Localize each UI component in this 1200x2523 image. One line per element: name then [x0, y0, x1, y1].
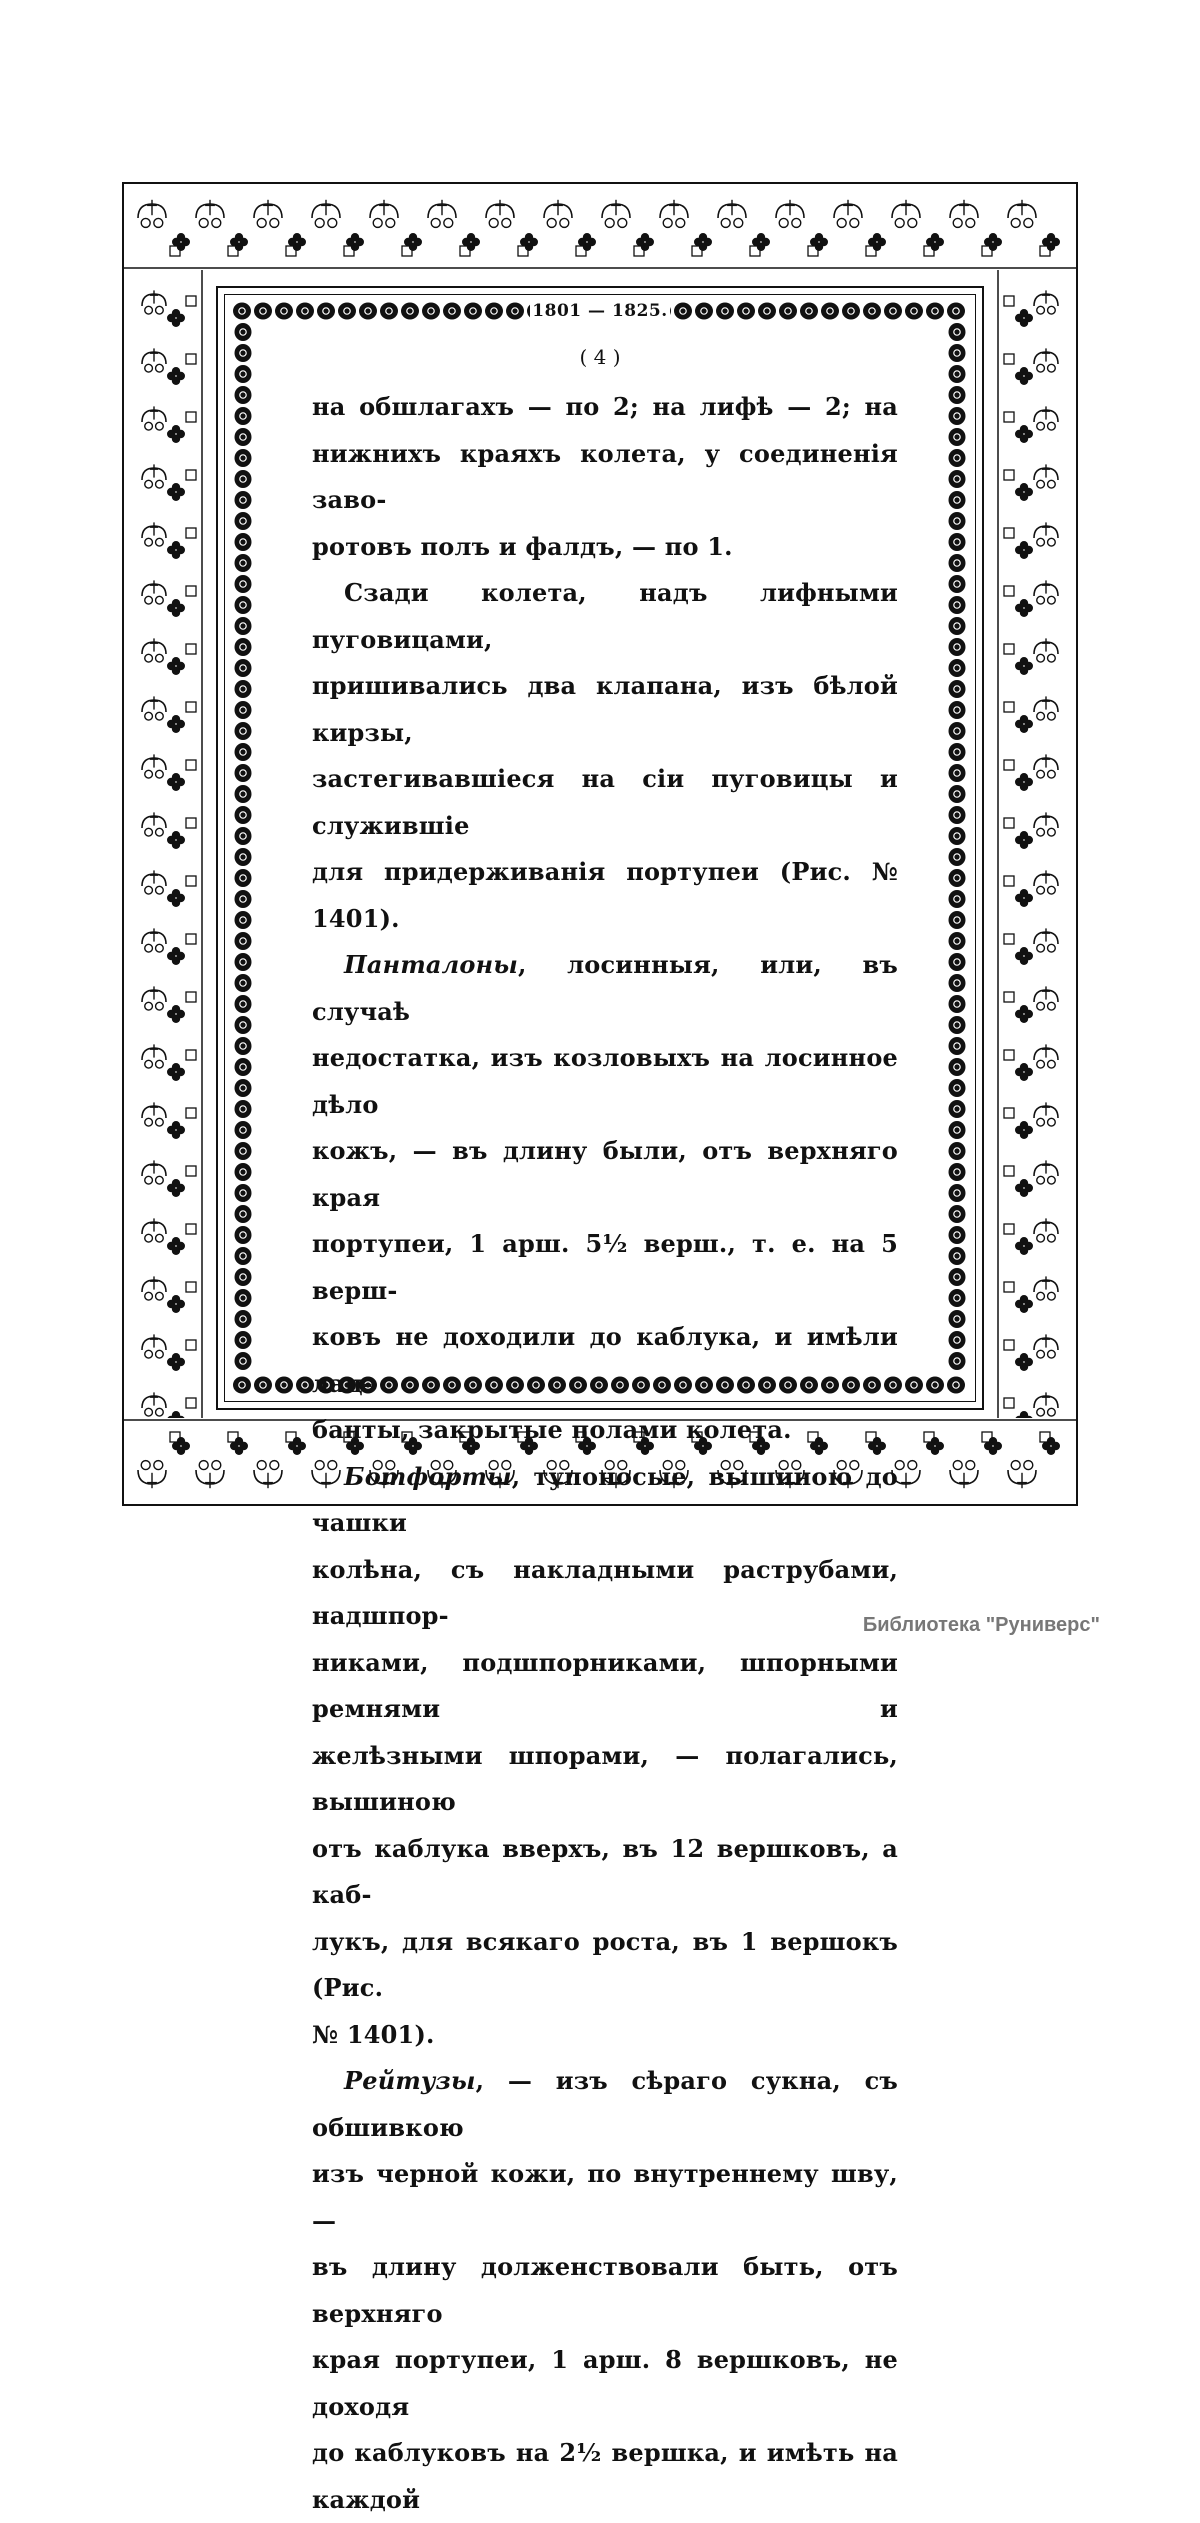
- ornament-left-band: [124, 270, 204, 1418]
- running-head: 1801 — 1825.: [530, 300, 670, 322]
- text-line: кожъ, — въ длину были, отъ верхняго края: [312, 1136, 898, 1212]
- page-number: ( 4 ): [579, 345, 621, 369]
- text-line: Панталоны, лосинныя, или, въ случаѣ: [312, 950, 898, 1026]
- text-line: нижнихъ краяхъ колета, у соединенія заво-: [312, 438, 898, 514]
- paragraph: [312, 570, 898, 942]
- text-line: банты, закрытые полами колета.: [312, 1415, 792, 1444]
- text-line: желѣзными шпорами, — полагались, вышиною: [312, 1740, 898, 1816]
- text-line: ротовъ полъ и фалдъ, — по 1.: [312, 531, 733, 561]
- paragraph: [312, 384, 898, 570]
- text-line: отъ каблука вверхъ, въ 12 вершковъ, а каб-: [312, 1833, 898, 1909]
- text-line: № 1401).: [312, 2019, 435, 2049]
- text-line: Сзади колета, надъ лифными пуговицами,: [312, 578, 898, 654]
- ornament-top-band: [124, 184, 1076, 270]
- ornament-right-band: [996, 270, 1076, 1418]
- text-line: изъ черной кожи, по внутреннему шву, —: [312, 2159, 898, 2235]
- text-line: для придерживанія портупеи (Рис. № 1401).: [312, 857, 898, 933]
- text-line: застегивавшіеся на сіи пуговицы и служившіе: [312, 764, 898, 840]
- italic-term: Панталоны: [344, 950, 518, 979]
- library-watermark: Библиотека "Руниверс": [862, 1614, 1100, 1636]
- body-text: [312, 384, 898, 2523]
- paragraph: [312, 942, 898, 1454]
- paragraph: [312, 2058, 898, 2523]
- text-line: въ длину долженствовали быть, отъ верхняго: [312, 2252, 898, 2328]
- text-line: колѣна, съ накладными раструбами, надшпор-: [312, 1554, 898, 1630]
- text-line: никами, подшпорниками, шпорными ремнями и: [312, 1647, 898, 1723]
- text-line: пришивались два клапана, изъ бѣлой кирзы,: [312, 671, 898, 747]
- paragraph: [312, 1454, 898, 2059]
- italic-term: Рейтузы: [344, 2066, 476, 2095]
- italic-term: Ботфорты: [344, 1461, 512, 1491]
- text-line: на обшлагахъ — по 2; на лифѣ — 2; на: [312, 392, 898, 421]
- text-line: ковъ не доходили до каблука, и имѣли лац-: [312, 1322, 898, 1398]
- text-line: Ботфорты, тупоносые, вышиною до чашки: [312, 1461, 898, 1537]
- text-line: лукъ, для всякаго роста, въ 1 вершокъ (Рис.: [312, 1926, 898, 2002]
- text-line: портупеи, 1 арш. 5½ верш., т. е. на 5 верш-: [312, 1229, 898, 1305]
- bead-border-right: [946, 322, 968, 1374]
- bead-border-left: [232, 322, 254, 1374]
- text-line: Рейтузы, — изъ сѣраго сукна, съ обшивкою: [312, 2066, 898, 2142]
- text-line: недостатка, изъ козловыхъ на лосинное дѣло: [312, 1043, 898, 1119]
- text-line: края портупеи, 1 арш. 8 вершковъ, не доходя: [312, 2345, 898, 2421]
- text-line: до каблуковъ на 2½ вершка, и имѣть на каждой: [312, 2438, 898, 2514]
